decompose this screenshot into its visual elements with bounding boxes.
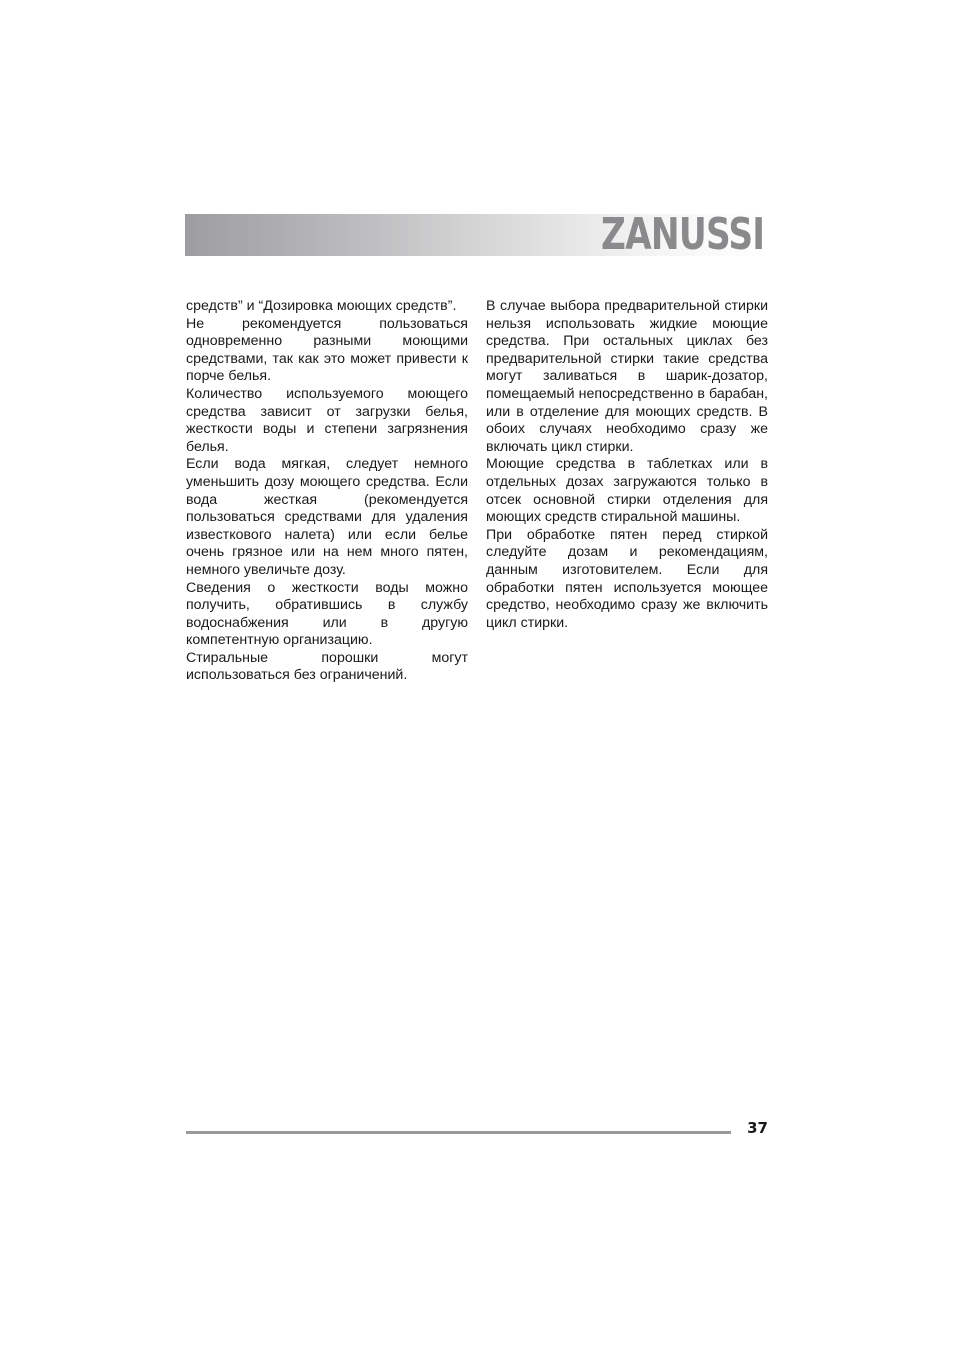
paragraph: Моющие средства в таблетках или в отдельных дозах загружаются только в отсек основной стирки отделения для моющих средств стиральной машины. <box>486 456 768 526</box>
header-banner <box>185 209 768 260</box>
paragraph: средств” и “Дозировка моющих средств”. <box>186 298 457 314</box>
paragraph: Стиральные порошки могут использоваться без ограничений. <box>186 649 468 684</box>
page-number: 37 <box>747 1119 768 1137</box>
left-text-column <box>186 298 468 685</box>
right-text-column <box>486 298 768 632</box>
paragraph: Если вода мягкая, следует немного уменьшить дозу моющего средства. Если вода жесткая (рекомендуется пользоваться средствами для удаления известкового налета) или если белье очень грязное или на нем много пятен, немного увеличьте дозу. <box>186 456 468 578</box>
paragraph: Количество используемого моющего средства зависит от загрузки белья, жесткости воды и степени загрязнения белья. <box>186 385 468 455</box>
footer-divider <box>186 1131 731 1134</box>
paragraph: При обработке пятен перед стиркой следуйте дозам и рекомендациям, данным изготовителем. Если для обработки пятен используется моющее средство, необходимо сразу же включить цикл стирки. <box>486 526 768 631</box>
paragraph: В случае выбора предварительной стирки нельзя использовать жидкие моющие средства. При остальных циклах без предварительной стирки такие средства могут заливаться в шарик-дозатор, помещаемый непосредственно в барабан, или в отделение для моющих средств. В обоих случаях необходимо сразу же включать цикл стирки. <box>486 298 768 455</box>
brand-logo: ZANUSSI <box>600 209 764 260</box>
paragraph: Не рекомендуется пользоваться одновременно разными моющими средствами, так как это может привести к порче белья. <box>186 315 468 385</box>
paragraph: Сведения о жесткости воды можно получить, обратившись в службу водоснабжения или в другую компетентную организацию. <box>186 579 468 649</box>
